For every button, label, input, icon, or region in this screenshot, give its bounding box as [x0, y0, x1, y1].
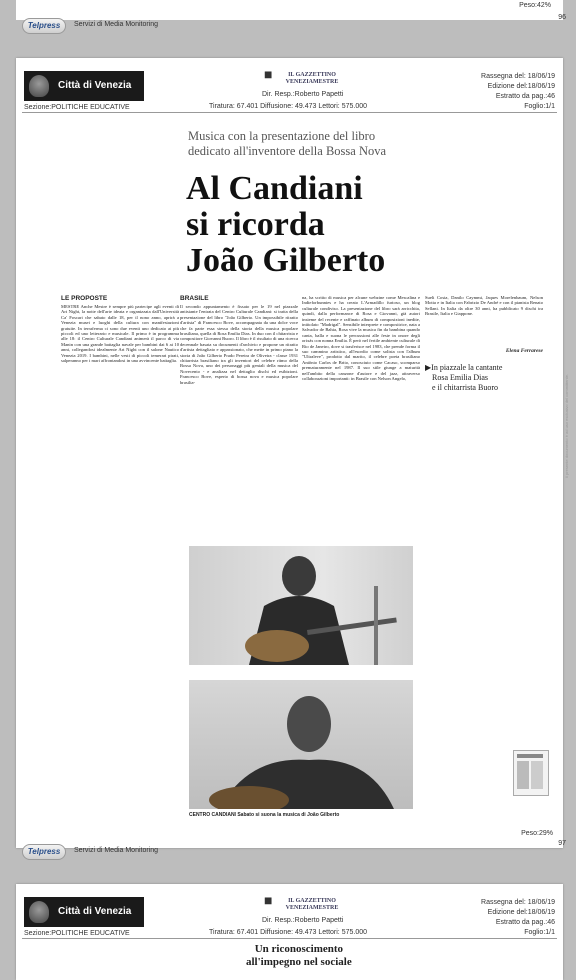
header-divider: [22, 112, 557, 113]
col4-body: Sueli Costa, Danilo Caymmi, Jaques Morelenbaum, Nelson Motta e in Italia con Fabrizio De André e con il pianista Renato Sellani. In Italia da oltre 30 anni, ha pubblicato 9 dischi tra Brasile, Italia e Giappone.: [425, 295, 543, 317]
clipping-page: [16, 58, 569, 848]
telpress-logo: Telpress: [22, 18, 66, 34]
section-label: Sezione:POLITICHE EDUCATIVE: [24, 104, 130, 111]
side-disclaimer: Il presente documento è ad uso esclusivo del committente.: [564, 373, 569, 478]
service-label-2: Servizi di Media Monitoring: [74, 847, 159, 854]
col2-head: BRASILE: [180, 295, 209, 302]
col2-body: Il secondo appuntamento è fissato per le 19 nel piazzale antistante l'entrata del Centro Culturale Candiani: si tratta della presentazione del libro "João Gilberto. Un impossibile ritratto d'artista" di Francesco Bove, accompagnata da una dolce voce che fa parte essa stessa della storia della musica popolare brasiliana, quella di Rosa Emilia Dias. In duo con il chitarrista e compositore Giovanni Buoro. Il libro è il risultato di una ricerca decennale basata su documenti d'archivio e propone un ritratto d'artista dettagliato e appassionato, che mette in primo piano la storia di João Gilberto Prado Pereira de Oliveira - classe 1931 chitarrista brasiliano tra gli inventori del celebre ritmo della Bossa Nova, uno dei personaggi più geniali della musica del Novecento - e analizza nel dettaglio dischi ed esibizioni. Francesco Bove, esperto di bossa nova e musica popolare brasilia-: [180, 304, 298, 385]
col3-body: na, ha scritto di musica per alcune webzine come Mescalina e Indieforbunnies e ha creato L'Armadillo furioso, un blog culturale condiviso. La presentazione del libro sarà arricchita, quindi, dalla performance di Rosa e Giovanni, già autori insieme del recente e raffinato album di composizioni inedite, intitolato "Madrigal". Sensibile interprete e compositrice, nata a Salvador de Bahia, Rosa vive la musica fin da bambina quando canta, balla e suona le percussioni alle feste in onore degli orixás con nonna Emilia. È però nel fertile ambiente culturale di Rio de Janeiro, dove si trasferisce nel 1983, che prende forma il suo cammino artistico, all'esordio come solista con l'album "Ultraleve", prodotto dal marito, il celebre poeta brasiliano Antônio Carlos de Brito, conosciuto come Cacaso, scomparso prematuramente nel 1987. Il suo stile giunge a maturità nell'ambito della canzone d'autore e del jazz, attraverso collaborazioni importanti: in Brasile con Nelson Angelo,: [302, 295, 420, 382]
headline2-line-2: all'impegno nel sociale: [246, 956, 352, 968]
service-label: Servizi di Media Monitoring: [74, 21, 159, 28]
city-crest-icon-2: [29, 901, 49, 923]
headline-line-2: si ricorda: [186, 206, 325, 243]
pullquote: [425, 363, 555, 393]
newspaper-masthead-2: [264, 894, 348, 914]
tiratura: Tiratura: 67.401 Diffusione: 49.473 Lettori: 575.000: [209, 103, 367, 110]
masthead2-line-1: IL GAZZETTINO: [288, 898, 336, 904]
page-number: 96: [558, 14, 566, 21]
triangle-icon: ▶: [425, 363, 432, 372]
telpress-logo-2: Telpress: [22, 844, 66, 860]
photo-caption: CENTRO CANDIANI Sabato si suona la musica di João Gilberto: [189, 812, 340, 818]
masthead-line-1: IL GAZZETTINO: [288, 72, 336, 78]
edizione-date: Edizione del:18/06/19: [487, 83, 555, 90]
telpress-bar-2: [16, 844, 563, 860]
col1-body: MESTRE Anche Mestre è sempre più partecipe agli eventi di Art Night, la notte dell'arte ideata e organizzata dall'Università Ca' Foscari che sabato dalle 18, per il nono anno, aprirà a Venezia musei e luoghi della cultura con manifestazioni gratuite. In terraferma ci sono due eventi uno dedicato ai più piccoli ed uno letterario e musicale. Il primo è in programma alle 18: il Centro Culturale Candiani animerà il parco di via Manin con una grande battaglia navale per bambini dai 6 ai 10 anni, collegandosi idealmente Art Night con il salone Nautico Venezia 2019. I bambini, nelle vesti di piccoli temerari pirati, salperanno per i mari affrontandosi in una avvincente battaglia.: [61, 304, 179, 364]
city-crest-icon: [29, 75, 49, 97]
rassegna-date-2: Rassegna del: 18/06/19: [481, 899, 555, 906]
dir-resp: Dir. Resp.:Roberto Papetti: [262, 91, 344, 98]
org-name-2: Città di Venezia: [58, 906, 132, 917]
header-divider-2: [22, 938, 557, 939]
headline-2: [246, 943, 352, 969]
photo-guitarist-1: [189, 546, 413, 665]
org-badge: [24, 71, 144, 101]
page1-number: 97: [558, 840, 566, 847]
peso-label: Peso:42%: [519, 2, 551, 9]
kicker-line-1: Musica con la presentazione del libro: [188, 129, 376, 143]
byline: Elena Ferrarese: [505, 348, 543, 354]
tiratura-2: Tiratura: 67.401 Diffusione: 49.473 Lettori: 575.000: [209, 929, 367, 936]
headline: [186, 171, 446, 279]
headline-line-1: Al Candiani: [186, 170, 363, 207]
foglio-2: Foglio:1/1: [524, 929, 555, 936]
dir-resp-2: Dir. Resp.:Roberto Papetti: [262, 917, 344, 924]
newspaper-masthead: [264, 68, 348, 88]
org-badge-2: [24, 897, 144, 927]
estratto-page-2: Estratto da pag.:46: [495, 919, 555, 926]
guitarist-portrait-icon: [189, 680, 413, 809]
masthead-mark-icon-2: ■: [264, 894, 273, 909]
pullquote-line-3: e il chitarrista Buoro: [432, 383, 498, 392]
pullquote-line-1: [425, 363, 555, 373]
page-thumbnail: [513, 750, 549, 796]
section-label-2: Sezione:POLITICHE EDUCATIVE: [24, 930, 130, 937]
org-name: Città di Venezia: [58, 80, 132, 91]
headline-line-3: João Gilberto: [186, 242, 386, 279]
guitarist-photo-icon: [189, 546, 413, 665]
telpress-bar: [16, 18, 563, 34]
col1-head: LE PROPOSTE: [61, 295, 108, 302]
pullquote-text-1: In piazzale la cantante: [431, 363, 503, 372]
headline2-line-1: Un riconoscimento: [254, 943, 344, 955]
edizione-date-2: Edizione del:18/06/19: [487, 909, 555, 916]
pullquote-line-2: Rosa Emilia Dias: [432, 373, 488, 382]
kicker-line-2: dedicato all'inventore della Bossa Nova: [188, 144, 387, 158]
estratto-page: Estratto da pag.:46: [495, 93, 555, 100]
photo-guitarist-2: [189, 680, 413, 809]
foglio: Foglio:1/1: [524, 103, 555, 110]
peso-page1: Peso:29%: [521, 830, 553, 837]
masthead-line-2: VENEZIAMESTRE: [285, 79, 339, 85]
masthead2-line-2: VENEZIAMESTRE: [285, 905, 339, 911]
clipping-page-2: [16, 884, 563, 980]
previous-page-footer: [16, 0, 563, 20]
kicker: [188, 129, 448, 159]
rassegna-date: Rassegna del: 18/06/19: [481, 73, 555, 80]
masthead-mark-icon: ■: [264, 68, 273, 83]
